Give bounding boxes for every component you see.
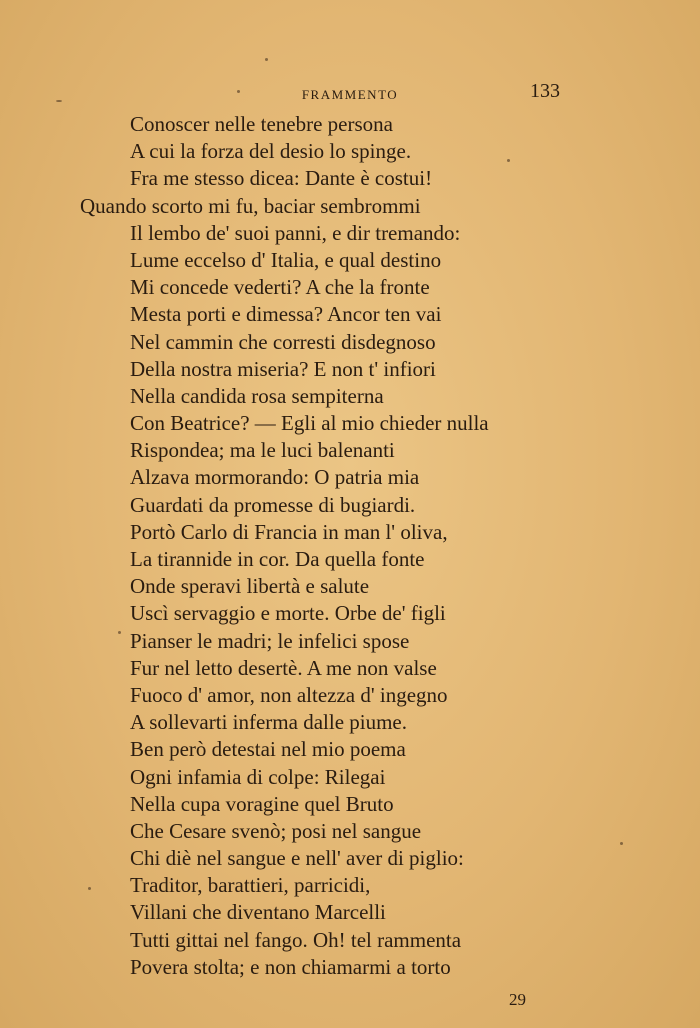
running-header-title: FRAMMENTO [301,87,399,102]
poem-verse [0,111,700,981]
verse-line: Traditor, barattieri, parricidi, [130,873,371,898]
verse-line: Alzava mormorando: O patria mia [130,465,420,490]
verse-line: Nella candida rosa sempiterna [130,383,384,408]
verse-line: A sollevarti inferma dalle piume. [130,710,407,735]
verse-line: Quando scorto mi fu, baciar sembrommi [80,193,421,218]
verse-line: Conoscer nelle tenebre persona [130,112,393,136]
paper-speck [620,842,623,845]
verse-line: Con Beatrice? — Egli al mio chieder nulla [130,411,489,436]
verse-line: Villani che diventano Marcelli [130,900,386,925]
paper-speck [237,90,240,93]
verse-line: Il lembo de' suoi panni, e dir tremando: [130,220,461,245]
verse-line: Mesta porti e dimessa? Ancor ten vai [130,302,442,327]
paper-speck [56,100,62,102]
verse-line: Della nostra miseria? E non t' infiori [130,356,436,381]
paper-speck [88,887,91,890]
paper-speck [265,58,268,61]
verse-line: Che Cesare svenò; posi nel sangue [130,818,422,843]
verse-line: Uscì servaggio e morte. Orbe de' figli [130,601,446,626]
verse-line: Fuoco d' amor, non altezza d' ingegno [130,682,448,707]
verse-line: Mi concede vederti? A che la fronte [130,275,430,300]
verse-line: Guardati da promesse di bugiardi. [130,492,416,517]
verse-line: A cui la forza del desio lo spinge. [130,139,412,164]
verse-line: Pianser le madri; le infelici spose [130,628,410,653]
verse-line: Povera stolta; e non chiamarmi a torto [130,954,451,979]
paper-speck [507,159,510,162]
verse-line: Ogni infamia di colpe: Rilegai [130,764,386,789]
verse-line: Chi diè nel sangue e nell' aver di piglio: [130,846,464,871]
printer-signature-mark: 29 [509,990,526,1009]
verse-line: Rispondea; ma le luci balenanti [130,438,395,463]
page-number: 133 [530,80,560,102]
verse-line: Fur nel letto desertè. A me non valse [130,655,437,680]
verse-line: La tirannide in cor. Da quella fonte [130,547,425,571]
verse-line: Tutti gittai nel fango. Oh! tel rammenta [130,927,462,952]
verse-line: Portò Carlo di Francia in man l' oliva, [130,519,448,544]
verse-line: Lume eccelso d' Italia, e qual destino [130,247,442,272]
verse-line: Onde speravi libertà e salute [130,574,370,599]
verse-line: Nella cupa voragine quel Bruto [130,791,394,816]
paper-speck [118,631,121,634]
verse-line: Nel cammin che corresti disdegnoso [130,329,436,354]
verse-line: Ben però detestai nel mio poema [130,737,406,762]
verse-line: Fra me stesso dicea: Dante è costui! [130,166,433,191]
